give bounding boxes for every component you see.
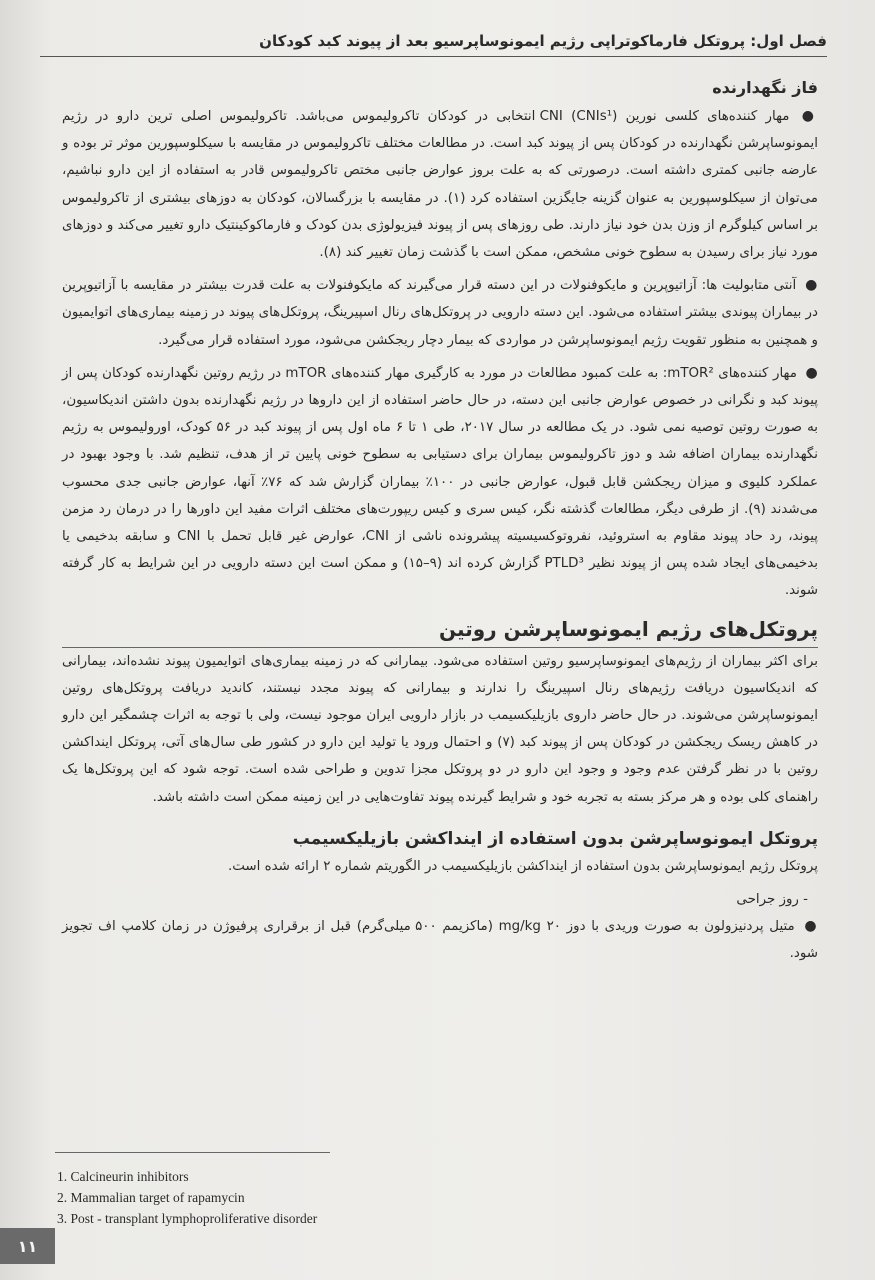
maintenance-phase-heading: فاز نگهدارنده bbox=[712, 78, 818, 97]
cni-text: مهار کننده‌های کلسی نورین (CNIs¹) CNI انتخابی در کودکان تاکرولیموس می‌باشد. تاکرولیموس اصلی ترین دارو در رژیم ایمونوساپرشن نگهدارنده در کودکان پس از پیوند کبد است. در مطالعات مختلف تاکرولیموس در مقایسه با سیکلوسپورین موثر تر بوده و عارضه جانبی کمتری داشته است. درصورتی که به علت بروز عوارض جانبی مختص تاکرولیموس قادر به استفاده از این دارو نباشیم، می‌توان از سیکلوسپورین به عنوان گزینه جایگزین استفاده کرد (۱). در مقایسه با بزرگسالان، کودکان به دوزهای بیشتری از تاکرولیموس بر اساس کیلوگرم از وزن بدن خود نیاز دارند. طی روزهای پس از پیوند فیزیولوژی بدن کودک و فارماکوکینتیک دارو تغییر می‌کند و دوزهای مورد نیاز برای رسیدن به سطوح خونی مشخص، ممکن است با گذشت زمان تغییر کند (۸). bbox=[62, 109, 818, 261]
surgery-day-item: - روز جراحی bbox=[736, 892, 808, 908]
routine-protocols-paragraph: برای اکثر بیماران از رژیم‌های ایمونوساپرسیو روتین استفاده می‌شود. بیمارانی که در زمینه بیماری‌های اتوایمیون پیوند نشده‌اند، بیمارانی که اندیکاسیون دریافت رژیم‌های رنال اسپیرینگ را ندارند و بیمارانی که پیوند مجدد نیستند، کاندید دریافت پروتکل‌های روتین ایمونوساپرشن می‌شوند. در حال حاضر داروی بازیلیکسیمب در بازار دارویی ایران موجود نیست، ولی با توجه به اثرات چشمگیر این دارو در کاهش ریسک ریجکشن در کودکان پس از پیوند کبد (۷) و احتمال ورود یا تولید این دارو در کشور طی سال‌های آتی، پروتکل اینداکشن روتین با در نظر گرفتن عدم وجود و وجود این دارو در دو پروتکل مجزا تدوین و طراحی شده است. توجه شود که این پروتکل‌ها یک راهنمای کلی بوده و هر مرکز بسته به تجربه خود و شرایط گیرنده پیوند تفاوت‌هایی در این زمینه ممکن است داشته باشد. bbox=[62, 653, 818, 805]
mtor-paragraph bbox=[62, 360, 818, 605]
routine-protocols-heading: پروتکل‌های رژیم ایمونوساپرشن روتین bbox=[62, 617, 818, 648]
mtor-text: مهار کننده‌های mTOR²: به علت کمبود مطالعات در مورد به کارگیری مهار کننده‌های mTOR در رژیم روتین نگهدارنده کودکان پس از پیوند کبد و نگرانی در خصوص عوارض جانبی این دسته، در حال حاضر استفاده از این داروها در رژیم نگهدارنده بدون داشتن اندیکاسیون، به صورت روتین توصیه نمی شود. در یک مطالعه در سال ۲۰۱۷، طی ۱ تا ۶ ماه اول پس از پیوند کبد در ۵۶ کودک، اورولیموس به رژیم نگهدارنده بیماران اضافه شد و دوز تاکرولیموس بیماران برای دستیابی به سطوح خونی پایین تر از هدف، تنظیم شد. با وجود بهبود در عملکرد کلیوی و میزان ریجکشن قابل قبول، عوارض جانبی در ۱۰۰٪ بیماران گزارش شد که ۷۶٪ آنها، عوارض جانبی جدی محسوب می‌شدند (۹). از طرفی دیگر، مطالعات گذشته نگر، کیس سری و کیس ریپورت‌های مختلف اثرات مفید این داورها را در درمان رد مزمن پیوند، رد حاد پیوند مقاوم به استروئید، نفروتوکسیسیته پیشرونده ناشی از CNI، عوارض غیر قابل تحمل با CNI و سابقه بدخیمی یا بدخیمی‌های ایجاد شده پس از پیوند نظیر PTLD³ گزارش کرده اند (۹–۱۵) و ممکن است این دسته دارویی در این شرایط به کار گرفته شوند. bbox=[62, 365, 819, 599]
methylprednisolone-item bbox=[62, 913, 818, 967]
footnote-2: 2. Mammalian target of rapamycin bbox=[57, 1190, 245, 1205]
cni-paragraph bbox=[62, 103, 818, 266]
bullet-icon: ● bbox=[804, 918, 818, 935]
footnotes bbox=[57, 1166, 317, 1229]
bullet-icon: ● bbox=[801, 108, 819, 124]
footnote-divider bbox=[55, 1152, 330, 1153]
antimetabolite-text: آنتی متابولیت ها: آزاتیوپرین و مایکوفنولات در این دسته قرار می‌گیرند که مایکوفنولات به علت قدرت بیشتر در مقایسه با آزاتیوپرین در بیماران پیوندی بیشتر استفاده می‌شود. این دسته دارویی در پروتکل‌های رنال اسپیرینگ، پروتکل‌های پیوند در زمینه بیماری‌های اتوایمیون و همچنین به منظور تقویت رژیم ایمونوساپرشن در مواردی که بیمار دچار ریجکشن می‌شود، مورد استفاده قرار می‌گیرد. bbox=[62, 278, 818, 348]
page-number: ۱۱ bbox=[0, 1228, 55, 1264]
protocol-intro: پروتکل رژیم ایمونوساپرشن بدون استفاده از اینداکشن بازیلیکسیمب در الگوریتم شماره ۲ ارائه شده است. bbox=[228, 858, 818, 874]
protocol-heading: پروتکل ایمونوساپرشن بدون استفاده از اینداکشن بازیلیکسیمب bbox=[292, 828, 818, 849]
bullet-icon: ● bbox=[805, 277, 818, 294]
running-header: فصل اول: پروتکل فارماکوتراپی رژیم ایمونوساپرسیو بعد از پیوند کبد کودکان bbox=[40, 32, 827, 57]
footnote-1: 1. Calcineurin inhibitors bbox=[57, 1169, 189, 1184]
page-content bbox=[62, 78, 818, 973]
bullet-icon: ● bbox=[805, 364, 818, 381]
footnote-3: 3. Post - transplant lymphoproliferative disorder bbox=[57, 1211, 318, 1226]
methylprednisolone-text: متیل پردنیزولون به صورت وریدی با دوز ۲۰ mg/kg (ماکزیمم ۵۰۰ میلی‌گرم) قبل از برقراری پرفیوژن در زمان کلامپ اف تجویز شود. bbox=[62, 919, 818, 962]
antimetabolite-paragraph bbox=[62, 272, 818, 354]
